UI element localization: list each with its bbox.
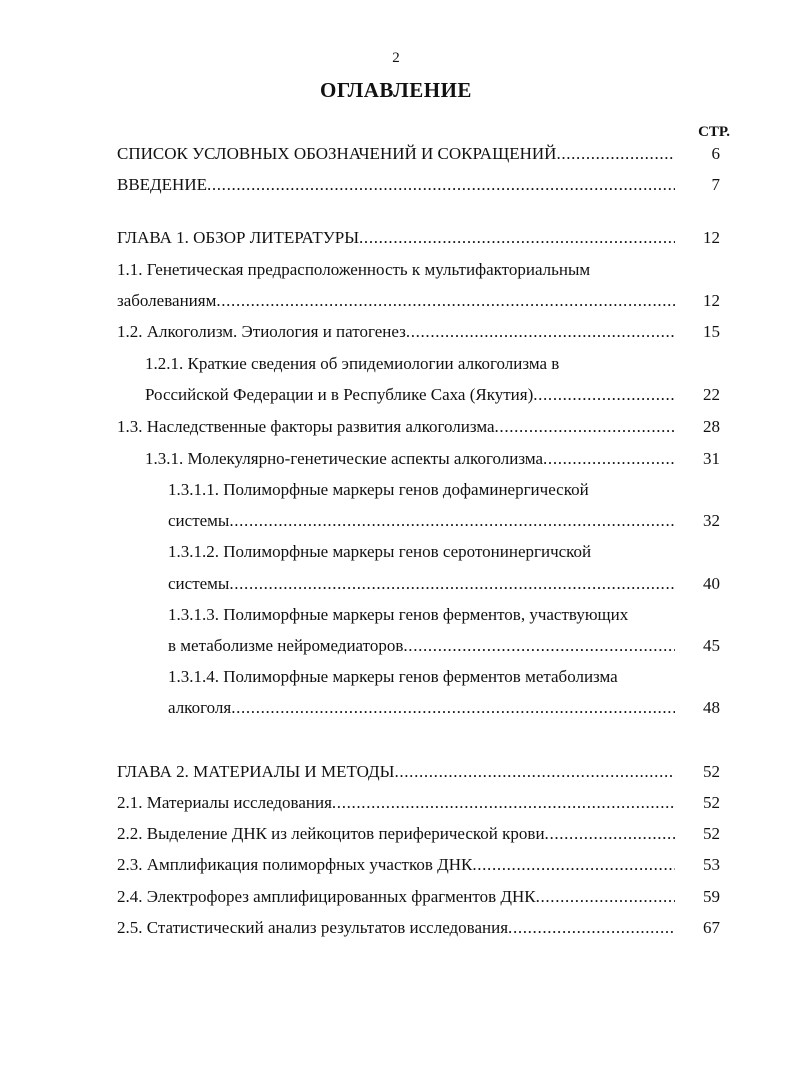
toc-page-number: 52 (703, 824, 720, 843)
toc-entry-text: Российской Федерации и в Республике Саха (Якутия) (145, 385, 534, 404)
toc-entry-1-3-1[interactable] (145, 449, 675, 469)
toc-leader-dots (508, 918, 675, 938)
toc-entry-text: 2.5. Статистический анализ результатов исследования (117, 918, 509, 937)
page-column-header: СТР. (698, 124, 730, 140)
toc-leader-dots (229, 511, 675, 531)
toc-leader-dots (545, 824, 675, 844)
toc-leader-dots (231, 698, 675, 718)
toc-entry-1-3-1-3[interactable] (168, 636, 675, 656)
toc-page-number: 28 (703, 417, 720, 436)
toc-leader-dots (216, 291, 675, 311)
toc-page-number: 7 (711, 175, 720, 194)
toc-page-number: 6 (711, 144, 720, 163)
toc-leader-dots (536, 887, 675, 907)
toc-entry-text: ВВЕДЕНИЕ (117, 175, 207, 194)
toc-page-number: 48 (703, 698, 720, 717)
toc-entry-text: в метаболизме нейромедиаторов (168, 636, 404, 655)
toc-entry-text: заболеваниям (117, 291, 217, 310)
toc-entry-text: 2.3. Амплификация полиморфных участков ДНК (117, 855, 473, 874)
page-title: ОГЛАВЛЕНИЕ (320, 78, 472, 102)
toc-page-number: 31 (703, 449, 720, 468)
toc-entry-1-2[interactable] (117, 322, 675, 342)
toc-leader-dots (495, 417, 675, 437)
toc-entry-text: 2.4. Электрофорез амплифицированных фрагментов ДНК (117, 887, 536, 906)
toc-entry-text: 1.2. Алкоголизм. Этиология и патогенез (117, 322, 406, 341)
toc-page-number: 45 (703, 636, 720, 655)
toc-entry-chapter-1[interactable] (117, 228, 675, 248)
toc-entry-1-1-line1[interactable]: 1.1. Генетическая предрасположенность к мультифакториальным (117, 260, 591, 279)
toc-leader-dots (556, 144, 675, 164)
toc-entry-text: СПИСОК УСЛОВНЫХ ОБОЗНАЧЕНИЙ И СОКРАЩЕНИЙ (117, 144, 557, 163)
toc-leader-dots (406, 322, 675, 342)
toc-entry-1-2-1-line1[interactable]: 1.2.1. Краткие сведения об эпидемиологии алкоголизма в (145, 354, 560, 373)
toc-page-number: 53 (703, 855, 720, 874)
toc-entry-1-3-1-3-line1[interactable]: 1.3.1.3. Полиморфные маркеры генов ферментов, участвующих (168, 605, 629, 624)
toc-page-number: 40 (703, 574, 720, 593)
toc-leader-dots (207, 175, 675, 195)
toc-page-number: 67 (703, 918, 720, 937)
toc-leader-dots (359, 228, 675, 248)
toc-entry-text: 2.2. Выделение ДНК из лейкоцитов периферической крови (117, 824, 545, 843)
toc-page-number: 52 (703, 793, 720, 812)
toc-leader-dots (533, 385, 675, 405)
toc-entry-introduction[interactable] (117, 175, 675, 195)
toc-entry-text: системы (168, 511, 230, 530)
toc-page-number: 22 (703, 385, 720, 404)
page-number: 2 (392, 50, 400, 66)
toc-entry-1-3-1-2-line1[interactable]: 1.3.1.2. Полиморфные маркеры генов серотонинергичской (168, 542, 592, 561)
toc-entry-text: ГЛАВА 1. ОБЗОР ЛИТЕРАТУРЫ (117, 228, 360, 247)
toc-entry-chapter-2[interactable] (117, 762, 675, 782)
toc-page-number: 12 (703, 291, 720, 310)
toc-page-number: 12 (703, 228, 720, 247)
toc-leader-dots (403, 636, 675, 656)
toc-entry-text: алкоголя (168, 698, 232, 717)
toc-page-number: 59 (703, 887, 720, 906)
toc-leader-dots (472, 855, 675, 875)
toc-entry-1-3-1-2[interactable] (168, 574, 675, 594)
toc-entry-text: ГЛАВА 2. МАТЕРИАЛЫ И МЕТОДЫ (117, 762, 395, 781)
toc-entry-1-3-1-4[interactable] (168, 698, 675, 718)
toc-entry-1-2-1[interactable] (145, 385, 675, 405)
toc-entry-2-2[interactable] (117, 824, 675, 844)
toc-entry-abbreviations[interactable] (117, 144, 675, 164)
toc-leader-dots (394, 762, 675, 782)
toc-page-number: 52 (703, 762, 720, 781)
toc-entry-1-3[interactable] (117, 417, 675, 437)
toc-entry-1-3-1-1[interactable] (168, 511, 675, 531)
toc-entry-1-3-1-1-line1[interactable]: 1.3.1.1. Полиморфные маркеры генов дофаминергической (168, 480, 589, 499)
toc-entry-2-3[interactable] (117, 855, 675, 875)
toc-entry-2-5[interactable] (117, 918, 675, 938)
toc-leader-dots (229, 574, 675, 594)
toc-page-number: 15 (703, 322, 720, 341)
toc-leader-dots (543, 449, 675, 469)
toc-entry-text: 2.1. Материалы исследования (117, 793, 332, 812)
toc-entry-1-3-1-4-line1[interactable]: 1.3.1.4. Полиморфные маркеры генов ферментов метаболизма (168, 667, 618, 686)
toc-entry-2-1[interactable] (117, 793, 675, 813)
toc-entry-text: 1.3. Наследственные факторы развития алкоголизма (117, 417, 495, 436)
toc-entry-2-4[interactable] (117, 887, 675, 907)
toc-leader-dots (332, 793, 675, 813)
toc-entry-text: системы (168, 574, 230, 593)
toc-entry-1-1[interactable] (117, 291, 675, 311)
toc-page-number: 32 (703, 511, 720, 530)
toc-entry-text: 1.3.1. Молекулярно-генетические аспекты алкоголизма (145, 449, 544, 468)
